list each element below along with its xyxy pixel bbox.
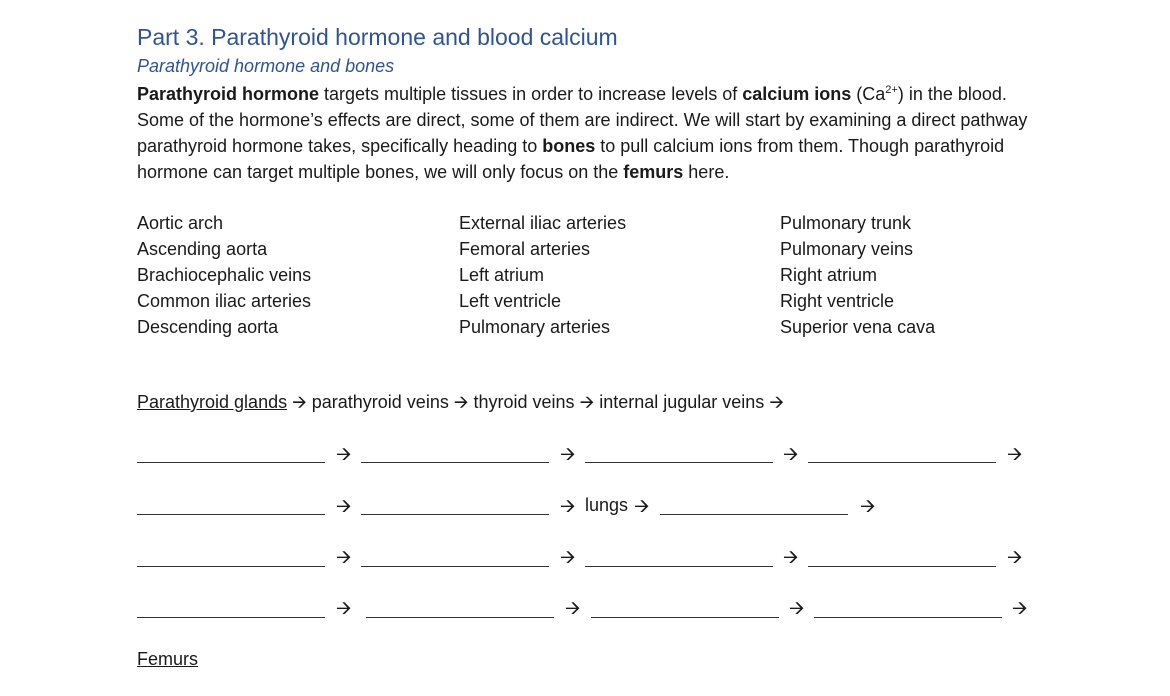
word-bank-term: Pulmonary veins <box>780 239 914 259</box>
word-bank-column-1 <box>137 210 311 340</box>
word-bank-term: Superior vena cava <box>780 317 936 337</box>
pathway-end-femurs: Femurs <box>137 649 199 669</box>
intro-text: (Ca <box>851 84 886 104</box>
answer-blank[interactable] <box>137 514 325 515</box>
intro-term-pth: Parathyroid hormone <box>137 84 320 104</box>
word-bank-term: Ascending aorta <box>137 239 268 259</box>
answer-blank[interactable] <box>361 514 549 515</box>
arrow-icon: 🡪 <box>769 392 784 412</box>
intro-text: targets multiple tissues in order to increase levels of <box>319 84 743 104</box>
intro-term-femurs: femurs <box>623 162 684 182</box>
intro-superscript: 2+ <box>885 84 898 96</box>
word-bank-term: Left atrium <box>459 265 545 285</box>
pathway-step: internal jugular veins <box>599 392 765 412</box>
answer-blank[interactable] <box>366 617 554 618</box>
arrow-icon: 🡪 <box>860 495 876 517</box>
answer-blank[interactable] <box>137 566 325 567</box>
word-bank-term: Brachiocephalic veins <box>137 265 312 285</box>
answer-blank[interactable] <box>137 617 325 618</box>
section-subtitle: Parathyroid hormone and bones <box>137 56 395 76</box>
answer-blank[interactable] <box>660 514 848 515</box>
arrow-icon: 🡪 <box>789 597 805 619</box>
answer-blank[interactable] <box>137 462 325 463</box>
answer-blank[interactable] <box>361 462 549 463</box>
pathway-lungs: lungs <box>585 495 629 515</box>
word-bank-term: Pulmonary arteries <box>459 317 611 337</box>
word-bank-term: Descending aorta <box>137 317 279 337</box>
answer-blank[interactable] <box>814 617 1002 618</box>
word-bank-term: Right atrium <box>780 265 878 285</box>
arrow-icon: 🡪 <box>579 392 595 412</box>
arrow-icon: 🡪 <box>1012 597 1028 619</box>
word-bank-term: Right ventricle <box>780 291 895 311</box>
pathway-step: parathyroid veins <box>311 392 449 412</box>
word-bank-column-2 <box>459 210 626 340</box>
arrow-icon: 🡪 <box>1007 546 1023 568</box>
page-title: Part 3. Parathyroid hormone and blood calcium <box>137 24 618 50</box>
intro-term-calcium: calcium ions <box>742 84 852 104</box>
arrow-icon: 🡪 <box>1007 443 1023 465</box>
word-bank-term: Aortic arch <box>137 213 224 233</box>
word-bank-term: Left ventricle <box>459 291 562 311</box>
pathway-step: thyroid veins <box>473 392 575 412</box>
arrow-icon: 🡪 <box>336 443 352 465</box>
word-bank-term: Pulmonary trunk <box>780 213 912 233</box>
word-bank-term: Femoral arteries <box>459 239 591 259</box>
arrow-icon: 🡪 <box>336 597 352 619</box>
answer-blank[interactable] <box>361 566 549 567</box>
arrow-icon: 🡪 <box>292 392 307 412</box>
arrow-icon: 🡪 <box>453 392 469 412</box>
intro-text: here. <box>683 162 730 182</box>
intro-paragraph <box>137 81 1042 185</box>
arrow-icon: 🡪 <box>560 443 576 465</box>
word-bank-column-3 <box>780 210 935 340</box>
arrow-icon: 🡪 <box>336 495 352 517</box>
arrow-icon: 🡪 <box>783 443 799 465</box>
arrow-icon: 🡪 <box>560 495 576 517</box>
answer-blank[interactable] <box>591 617 779 618</box>
word-bank-term: External iliac arteries <box>459 213 627 233</box>
arrow-icon: 🡪 <box>565 597 581 619</box>
answer-blank[interactable] <box>808 462 996 463</box>
pathway-start-line <box>137 390 784 420</box>
arrow-icon: 🡪 <box>336 546 352 568</box>
pathway-start: Parathyroid glands <box>137 392 288 412</box>
arrow-icon: 🡪 <box>783 546 799 568</box>
arrow-icon: 🡪 <box>560 546 576 568</box>
intro-term-bones: bones <box>542 136 596 156</box>
arrow-icon: 🡪 <box>634 495 650 517</box>
answer-blank[interactable] <box>585 462 773 463</box>
answer-blank[interactable] <box>585 566 773 567</box>
answer-blank[interactable] <box>808 566 996 567</box>
intro-text: ) in the blood. Some of the hormone’s effects are direct, some of them are indirect. We will start by examining a direct pathway parathyroid hormone takes, specifically heading to <box>137 84 1028 156</box>
intro-text: to pull calcium ions from them. Though parathyroid hormone can target multiple bones, we will only focus on the <box>137 136 1005 182</box>
word-bank-term: Common iliac arteries <box>137 291 312 311</box>
